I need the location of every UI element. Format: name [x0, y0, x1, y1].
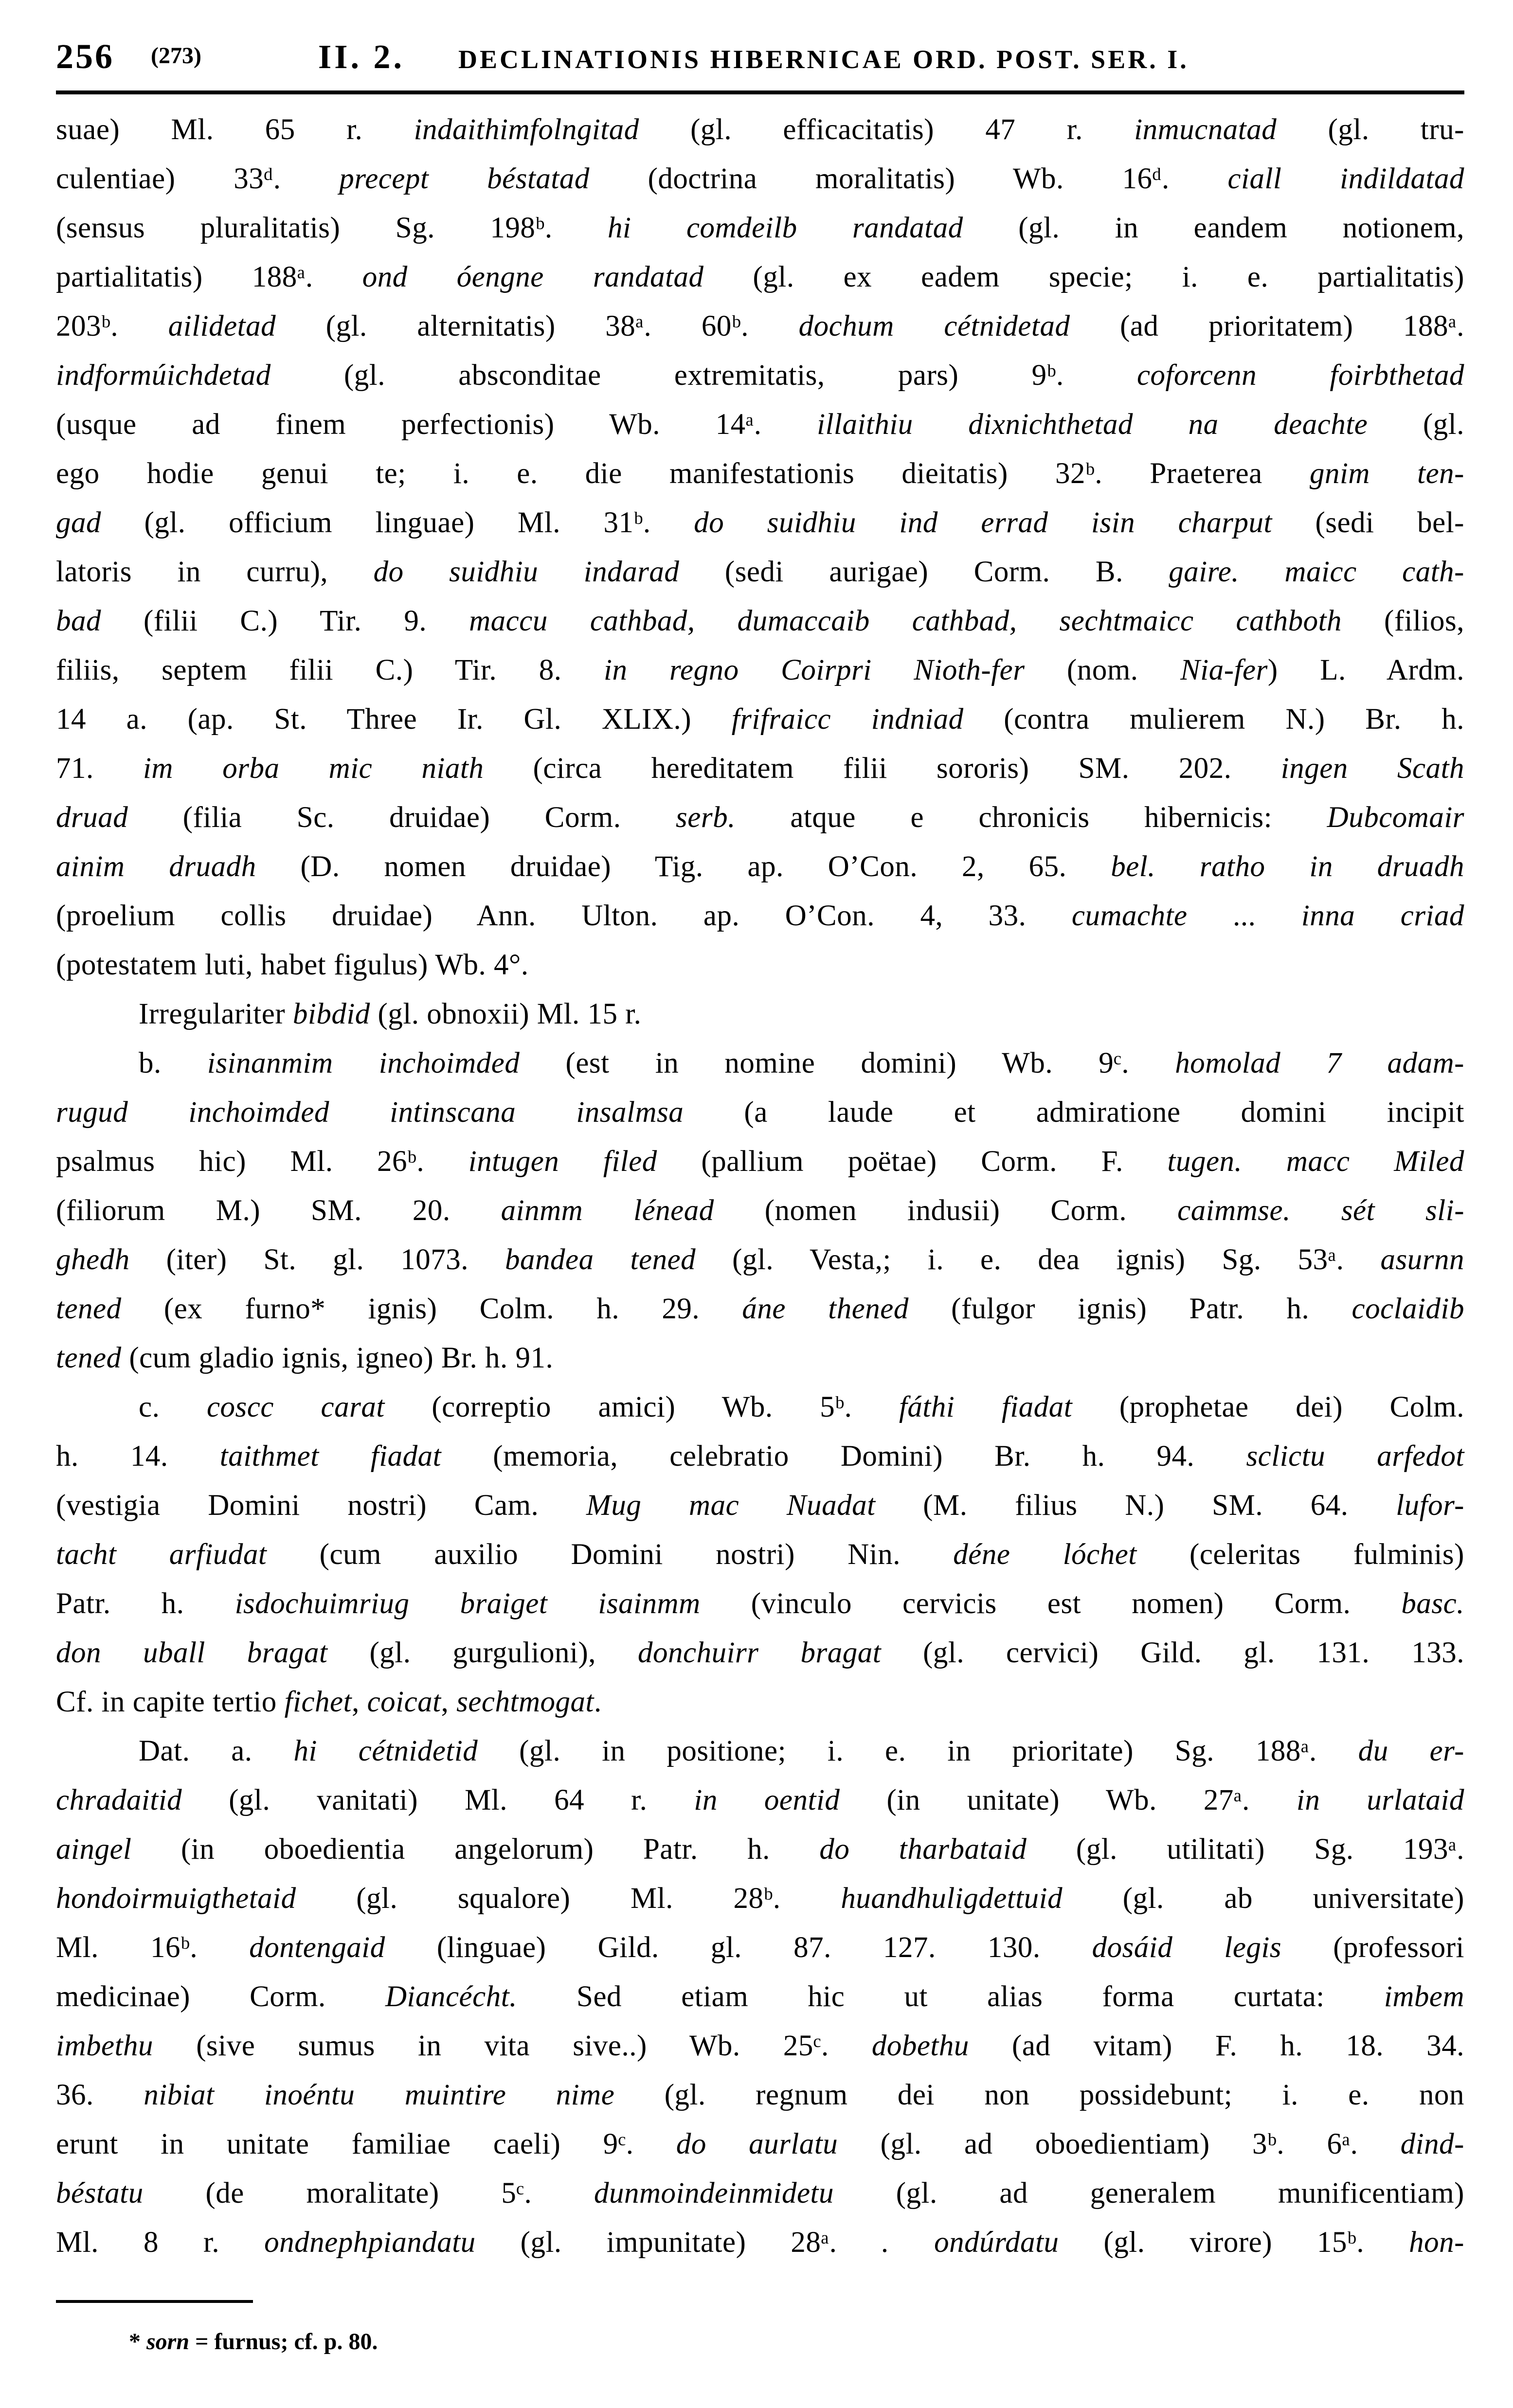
latin-text: = furnus; cf. p. 80.	[189, 2329, 378, 2354]
latin-text: 36.	[56, 2079, 144, 2111]
text-line	[56, 1235, 1464, 1284]
irish-term: coscc carat	[206, 1391, 385, 1423]
irish-term: sechtmogat	[456, 1686, 594, 1718]
irish-term: ingen Scath	[1280, 752, 1465, 785]
latin-text: (gl. officium linguae) Ml. 31ᵇ.	[101, 506, 694, 539]
irish-term: fáthi fiadat	[899, 1391, 1073, 1423]
latin-text: (D. nomen druidae) Tig. ap. O’Con. 2, 65.	[256, 850, 1111, 883]
latin-text: (vinculo cervicis est nomen) Corm.	[700, 1587, 1402, 1620]
irish-term: isdochuimriug braiget isainmm	[234, 1587, 701, 1620]
irish-term: isinanmim inchoimded	[207, 1047, 520, 1079]
irish-term: nibiat inoéntu muintire nime	[144, 2079, 615, 2111]
latin-text: (gl. ab universitate)	[1063, 1882, 1464, 1915]
latin-text: (ad prioritatem) 188ᵃ.	[1070, 310, 1464, 342]
latin-text: h. 14.	[56, 1440, 220, 1473]
latin-text: partialitatis) 188ᵃ.	[56, 261, 362, 293]
latin-text: atque e chronicis hibernicis:	[735, 801, 1327, 834]
latin-text: (gl. squalore) Ml. 28ᵇ.	[296, 1882, 841, 1915]
latin-text: c.	[139, 1391, 207, 1423]
irish-term: Diancécht.	[385, 1980, 517, 2013]
irish-term: maccu cathbad, dumaccaib cathbad, sechtmaicc cathboth	[469, 605, 1342, 637]
latin-text: (M. filius N.) SM. 64.	[875, 1489, 1396, 1522]
latin-text: (sedi bel-	[1272, 506, 1464, 539]
irish-term: coicat	[367, 1686, 441, 1718]
latin-text: (gl. tru-	[1277, 113, 1464, 146]
irish-term: aingel	[56, 1833, 132, 1866]
irish-term: caimmse.	[1177, 1194, 1291, 1227]
irish-term: bel. ratho in druadh	[1111, 850, 1465, 883]
irish-term: gaire.	[1169, 556, 1240, 588]
text-line	[56, 252, 1464, 302]
latin-text: (gl. efficacitatis) 47 r.	[639, 113, 1135, 146]
irish-term: do suidhiu ind errad isin charput	[694, 506, 1272, 539]
text-line	[56, 1432, 1464, 1481]
latin-text: latoris in curru),	[56, 556, 374, 588]
latin-text: (cum auxilio Domini nostri) Nin.	[267, 1538, 954, 1571]
latin-text: medicinae) Corm.	[56, 1980, 385, 2013]
text-line	[56, 1530, 1464, 1579]
latin-text: (filios,	[1342, 605, 1464, 637]
irish-term: hi cétnidetid	[293, 1735, 478, 1767]
latin-text: (sedi aurigae) Corm. B.	[679, 556, 1169, 588]
irish-term: tened	[56, 1342, 122, 1374]
irish-term: in urlataid	[1296, 1784, 1465, 1816]
text-line	[56, 744, 1464, 793]
text-line	[56, 351, 1464, 400]
text-line	[56, 1579, 1464, 1628]
irish-term: dunmoindeinmidetu	[594, 2177, 834, 2210]
header-rule	[56, 90, 1464, 94]
irish-term: tened	[56, 1293, 122, 1325]
irish-term: cumachte	[1071, 899, 1188, 932]
irish-term: macc Miled	[1286, 1145, 1464, 1178]
latin-text: (gl. utilitati) Sg. 193ᵃ.	[1027, 1833, 1464, 1866]
text-line	[56, 302, 1464, 351]
irish-term: dind-	[1400, 2128, 1464, 2160]
latin-text: (filia Sc. druidae) Corm.	[128, 801, 676, 834]
text-line	[56, 400, 1464, 449]
latin-text: culentiae) 33ᵈ.	[56, 162, 340, 195]
irish-term: Mug mac Nuadat	[586, 1489, 876, 1522]
text-line	[56, 2218, 1464, 2267]
irish-term: lufor-	[1396, 1489, 1464, 1522]
latin-text	[1242, 1145, 1286, 1178]
text-line	[56, 1972, 1464, 2021]
irish-term: bibdid	[292, 998, 370, 1030]
latin-text: (ex furno* ignis) Colm. h. 29.	[121, 1293, 742, 1325]
irish-term: hondoirmuigthetaid	[56, 1882, 296, 1915]
irish-term: taithmet fiadat	[219, 1440, 442, 1473]
latin-text: Patr. h.	[56, 1587, 235, 1620]
irish-term: áne thened	[742, 1293, 909, 1325]
page-header	[56, 36, 1464, 77]
latin-text: (fulgor ignis) Patr. h.	[908, 1293, 1352, 1325]
text-line	[56, 2021, 1464, 2070]
irish-term: dochum cétnidetad	[798, 310, 1070, 342]
text-line	[56, 842, 1464, 891]
irish-term: dontengaid	[249, 1931, 385, 1964]
text-line	[56, 1628, 1464, 1677]
latin-text: (memoria, celebratio Domini) Br. h. 94.	[441, 1440, 1246, 1473]
text-line	[56, 646, 1464, 695]
latin-text: (gl. Vesta,; i. e. dea ignis) Sg. 53ᵃ.	[696, 1243, 1381, 1276]
latin-text: (ad vitam) F. h. 18. 34.	[969, 2030, 1464, 2062]
irish-term: dobethu	[871, 2030, 969, 2062]
irish-term: imbethu	[56, 2030, 154, 2062]
text-line	[56, 793, 1464, 842]
irish-term: gad	[56, 506, 101, 539]
text-line	[56, 1481, 1464, 1530]
text-line	[56, 1333, 1464, 1383]
latin-text: (gl. gurgulioni),	[327, 1636, 638, 1669]
latin-text: (celeritas fulminis)	[1136, 1538, 1464, 1571]
latin-text: ...	[1187, 899, 1301, 932]
latin-text: (vestigia Domini nostri) Cam.	[56, 1489, 587, 1522]
irish-term: ond óengne randatad	[362, 261, 704, 293]
latin-text: (gl. absconditae extremitatis, pars) 9ᵇ.	[270, 359, 1137, 392]
latin-text: Dat. a.	[139, 1735, 294, 1767]
text-line	[56, 989, 1464, 1039]
irish-term: déne lóchet	[953, 1538, 1137, 1571]
irish-term: huandhuligdettuid	[841, 1882, 1063, 1915]
latin-text: (gl. in positione; i. e. in prioritate) Sg. 188ᵃ.	[478, 1735, 1358, 1767]
irish-term: tacht arfiudat	[56, 1538, 267, 1571]
irish-term: gnim ten-	[1309, 457, 1464, 490]
irish-term: bad	[56, 605, 101, 637]
irish-term: ainmm lénead	[501, 1194, 714, 1227]
text-line	[56, 498, 1464, 547]
irish-term: . ondúrdatu	[882, 2226, 1059, 2259]
irish-term: do suidhiu indarad	[373, 556, 680, 588]
irish-term: chradaitid	[56, 1784, 182, 1816]
irish-term: rugud inchoimded intinscana insalmsa	[56, 1096, 684, 1129]
latin-text: psalmus hic) Ml. 26ᵇ.	[56, 1145, 468, 1178]
latin-text: (sensus pluralitatis) Sg. 198ᵇ.	[56, 212, 608, 244]
irish-term: fichet	[284, 1686, 352, 1718]
irish-term: ailidetad	[168, 310, 276, 342]
page-number: 256	[56, 37, 114, 76]
latin-text: (potestatem luti, habet figulus) Wb. 4°.	[56, 949, 529, 981]
latin-text: (filiorum M.) SM. 20.	[56, 1194, 501, 1227]
text-line	[56, 940, 1464, 989]
irish-term: asurnn	[1380, 1243, 1465, 1276]
latin-text: suae) Ml. 65 r.	[56, 113, 414, 146]
latin-text: (prophetae dei) Colm.	[1072, 1391, 1465, 1423]
chapter-number: II. 2.	[318, 38, 405, 76]
latin-text: ,	[352, 1686, 367, 1718]
irish-term: donchuirr bragat	[638, 1636, 882, 1669]
text-line	[56, 1284, 1464, 1333]
text-line	[56, 449, 1464, 498]
text-line	[56, 1383, 1464, 1432]
irish-term: ondnephpiandatu	[264, 2226, 476, 2259]
latin-text: (usque ad finem perfectionis) Wb. 14ᵃ.	[56, 408, 817, 441]
irish-term: serb.	[676, 801, 736, 834]
irish-term: ainim druadh	[56, 850, 256, 883]
irish-term: Dubcomair	[1327, 801, 1465, 834]
latin-text: (gl. virore) 15ᵇ.	[1059, 2226, 1409, 2259]
irish-term: im orba mic niath	[143, 752, 484, 785]
irish-term: inna criad	[1301, 899, 1465, 932]
latin-text: (gl. obnoxii) Ml. 15 r.	[370, 998, 642, 1030]
irish-term: in regno Coirpri Nioth-fer	[604, 654, 1025, 686]
latin-text: (gl. cervici) Gild. gl. 131. 133.	[881, 1636, 1465, 1669]
text-line	[56, 1677, 1464, 1726]
footnote-rule	[56, 2300, 253, 2303]
latin-text: erunt in unitate familiae caeli) 9ᶜ.	[56, 2128, 676, 2160]
latin-text: (a laude et admiratione domini incipit	[684, 1096, 1464, 1129]
latin-text: 203ᵇ.	[56, 310, 168, 342]
latin-text: ,	[441, 1686, 457, 1718]
irish-term: coforcenn foirbthetad	[1136, 359, 1464, 392]
text-line	[56, 1874, 1464, 1923]
latin-text	[1291, 1194, 1341, 1227]
irish-term: do aurlatu	[676, 2128, 838, 2160]
irish-term: du er-	[1358, 1735, 1464, 1767]
latin-text: (linguae) Gild. gl. 87. 127. 130.	[385, 1931, 1092, 1964]
irish-term: druad	[56, 801, 128, 834]
latin-text: (pallium poëtae) Corm. F.	[657, 1145, 1168, 1178]
latin-text: 14 a. (ap. St. Three Ir. Gl. XLIX.)	[56, 703, 732, 736]
latin-text: (nom.	[1025, 654, 1181, 686]
irish-term: in oentid	[694, 1784, 840, 1816]
running-title: DECLINATIONIS HIBERNICAE ORD. POST. SER. I.	[458, 45, 1189, 74]
volume-reference: (273)	[151, 43, 201, 69]
irish-term: dosáid legis	[1092, 1931, 1282, 1964]
irish-term: coclaidib	[1351, 1293, 1465, 1325]
latin-text: (filii C.) Tir. 9.	[101, 605, 469, 637]
latin-text: (gl. impunitate) 28ᵃ.	[475, 2226, 882, 2259]
latin-text: (gl. vanitati) Ml. 64 r.	[182, 1784, 694, 1816]
text-line	[56, 891, 1464, 940]
latin-text	[1239, 556, 1284, 588]
text-line	[56, 1186, 1464, 1235]
irish-term: indformúichdetad	[56, 359, 271, 392]
irish-term: bandea tened	[505, 1243, 696, 1276]
latin-text: (in oboedientia angelorum) Patr. h.	[131, 1833, 820, 1866]
latin-text: 71.	[56, 752, 143, 785]
irish-term: intugen filed	[468, 1145, 657, 1178]
page-content	[56, 36, 1464, 2355]
footnote	[56, 2328, 1464, 2355]
text-line	[56, 1825, 1464, 1874]
irish-term: indaithimfolngitad	[414, 113, 639, 146]
irish-term: maicc cath-	[1284, 556, 1464, 588]
irish-term: sorn	[146, 2329, 190, 2354]
latin-text: Ml. 8 r.	[56, 2226, 265, 2259]
latin-text: filiis, septem filii C.) Tir. 8.	[56, 654, 604, 686]
irish-term: sét sli-	[1341, 1194, 1465, 1227]
latin-text: (de moralitate) 5ᶜ.	[143, 2177, 594, 2210]
text-line	[56, 2169, 1464, 2218]
irish-term: imbem	[1384, 1980, 1465, 2013]
text-line	[56, 1088, 1464, 1137]
latin-text: (gl. alternitatis) 38ᵃ. 60ᵇ.	[276, 310, 799, 342]
irish-term: sclictu arfedot	[1246, 1440, 1465, 1473]
latin-text: (nomen indusii) Corm.	[714, 1194, 1178, 1227]
irish-term: precept béstatad	[339, 162, 590, 195]
latin-text: ) L. Ardm.	[1267, 654, 1464, 686]
irish-term: don uball bragat	[56, 1636, 328, 1669]
latin-text: ego hodie genui te; i. e. die manifestationis dieitatis) 32ᵇ. Praeterea	[56, 457, 1310, 490]
text-line	[56, 1039, 1464, 1088]
latin-text: Cf. in capite tertio	[56, 1686, 285, 1718]
irish-term: hon-	[1409, 2226, 1464, 2259]
latin-text: (circa hereditatem filii sororis) SM. 202.	[484, 752, 1281, 785]
latin-text: Ml. 16ᵇ.	[56, 1931, 250, 1964]
irish-term: tugen.	[1167, 1145, 1243, 1178]
latin-text: (doctrina moralitatis) Wb. 16ᵈ.	[589, 162, 1228, 195]
irish-term: frifraicc indniad	[731, 703, 964, 736]
text-line	[56, 105, 1464, 154]
latin-text: *	[129, 2329, 146, 2354]
latin-text: (professori	[1281, 1931, 1464, 1964]
latin-text: Sed etiam hic ut alias forma curtata:	[517, 1980, 1384, 2013]
latin-text: (in unitate) Wb. 27ᵃ.	[840, 1784, 1297, 1816]
irish-term: Nia-fer	[1180, 654, 1268, 686]
latin-text: Irregulariter	[139, 998, 293, 1030]
latin-text: .	[594, 1686, 602, 1718]
text-line	[56, 2070, 1464, 2120]
latin-text: (gl. regnum dei non possidebunt; i. e. non	[614, 2079, 1465, 2111]
text-line	[56, 695, 1464, 744]
irish-term: basc.	[1401, 1587, 1464, 1620]
irish-term: ghedh	[56, 1243, 130, 1276]
latin-text: (sive sumus in vita sive..) Wb. 25ᶜ.	[153, 2030, 872, 2062]
irish-term: inmucnatad	[1134, 113, 1277, 146]
text-line	[56, 203, 1464, 252]
latin-text: (iter) St. gl. 1073.	[129, 1243, 505, 1276]
text-line	[56, 596, 1464, 646]
latin-text: (cum gladio ignis, igneo) Br. h. 91.	[121, 1342, 554, 1374]
irish-term: béstatu	[56, 2177, 144, 2210]
latin-text: (contra mulierem N.) Br. h.	[963, 703, 1464, 736]
text-line	[56, 1923, 1464, 1972]
latin-text: (proelium collis druidae) Ann. Ulton. ap. O’Con. 4, 33.	[56, 899, 1072, 932]
irish-term: ciall indildatad	[1227, 162, 1464, 195]
latin-text: (gl. in eandem notionem,	[963, 212, 1464, 244]
page-body	[56, 105, 1464, 2267]
latin-text: (gl. ex eadem specie; i. e. partialitatis)	[703, 261, 1464, 293]
latin-text: (gl. ad generalem munificentiam)	[833, 2177, 1464, 2210]
irish-term: do tharbataid	[819, 1833, 1027, 1866]
latin-text: b.	[139, 1047, 207, 1079]
text-line	[56, 1726, 1464, 1776]
irish-term: homolad 7 adam-	[1175, 1047, 1464, 1079]
latin-text: (gl. ad oboedientiam) 3ᵇ. 6ᵃ.	[838, 2128, 1401, 2160]
latin-text: (correptio amici) Wb. 5ᵇ.	[384, 1391, 899, 1423]
latin-text: (est in nomine domini) Wb. 9ᶜ.	[520, 1047, 1175, 1079]
text-line	[56, 2120, 1464, 2169]
text-line	[56, 547, 1464, 596]
irish-term: illaithiu dixnichthetad na deachte	[817, 408, 1368, 441]
text-line	[56, 1776, 1464, 1825]
text-line	[56, 1137, 1464, 1186]
text-line	[56, 154, 1464, 203]
latin-text: (gl.	[1368, 408, 1465, 441]
irish-term: hi comdeilb randatad	[608, 212, 963, 244]
